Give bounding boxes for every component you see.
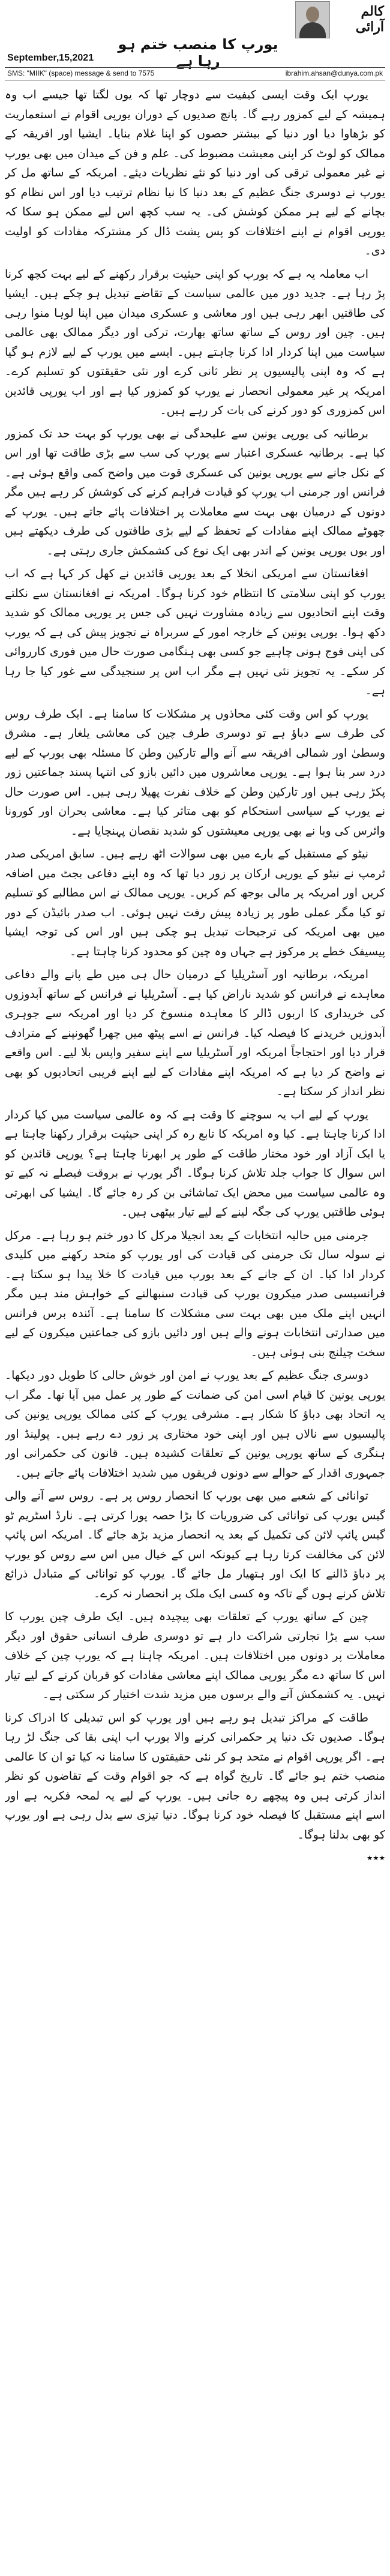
publish-date: September,15,2021 bbox=[7, 53, 94, 63]
sms-instructions: SMS: "MIIK" (space) message & send to 7575 bbox=[7, 69, 155, 77]
paragraph: اب معاملہ یہ ہے کہ یورپ کو اپنی حیثیت برقرار رکھنے کے لیے بہت کچھ کرنا پڑ رہا ہے۔ جدید دور میں عالمی سیاست کے تقاضے تبدیل ہو چکے ہیں۔ ایشیا کی طاقتیں ابھر رہی ہیں اور معاشی و عسکری میدان میں اپنا لوہا منوا رہی ہیں۔ چین اور روس کے ساتھ ساتھ بھارت، ترکی اور دیگر ممالک بھی عالمی سیاست میں اپنا کردار ادا کرنا چاہتے ہیں۔ ایسے میں یورپ کے لیے لازم ہو گیا ہے کہ وہ اپنی پالیسیوں پر نظر ثانی کرے اور نئی حقیقتوں کو تسلیم کرے۔ امریکہ پر غیر معمولی انحصار نے یورپ کو کمزور کیا ہے اور اب یورپی قائدین اس کمزوری کو دور کرنے کی بات کر رہے ہیں۔ bbox=[5, 267, 385, 417]
author-photo bbox=[295, 1, 330, 38]
author-face-shape bbox=[306, 7, 319, 22]
paragraph: چین کے ساتھ یورپ کے تعلقات بھی پیچیدہ ہیں۔ ایک طرف چین یورپ کا سب سے بڑا تجارتی شراکت دار ہے تو دوسری طرف انسانی حقوق اور دیگر معاملات پر دونوں میں اختلافات ہیں۔ امریکہ چاہتا ہے کہ یورپ چین کے خلاف اس کا ساتھ دے مگر یورپی ممالک اپنے معاشی مفادات کو قربان کرنے کے لیے تیار نہیں۔ یہ کشمکش آنے والے برسوں میں مزید شدت اختیار کر سکتی ہے۔ bbox=[5, 1610, 385, 1701]
paragraph: امریکہ، برطانیہ اور آسٹریلیا کے درمیان حال ہی میں طے پانے والے دفاعی معاہدے نے فرانس کو شدید ناراض کیا ہے۔ آسٹریلیا نے فرانس کے ساتھ آبدوزوں کی خریداری کا اربوں ڈالر کا معاہدہ منسوخ کر دیا اور امریکہ سے جوہری آبدوزیں خریدنے کا فیصلہ کیا۔ فرانس نے اسے پیٹھ میں چھرا گھونپنے کے مترادف قرار دیا اور احتجاجاً امریکہ اور آسٹریلیا سے اپنے سفیر واپس بلا لیے۔ اس واقعے نے واضح کر دیا ہے کہ امریکہ اپنے مفادات کے لیے اپنے قریبی اتحادیوں کو بھی نظر انداز کر سکتا ہے۔ bbox=[5, 968, 385, 1098]
paragraph: طاقت کے مراکز تبدیل ہو رہے ہیں اور یورپ کو اس تبدیلی کا ادراک کرنا ہوگا۔ صدیوں تک دنیا پر حکمرانی کرنے والا یورپ اب اپنی بقا کی جنگ لڑ رہا ہے۔ اگر یورپی اقوام نے متحد ہو کر نئی حقیقتوں کا سامنا نہ کیا تو ان کا عالمی منصب ختم ہو جائے گا۔ تاریخ گواہ ہے کہ جو اقوام وقت کے تقاضوں کو نظر انداز کرتی ہیں وہ پیچھے رہ جاتی ہیں۔ یورپ کے لیے یہ لمحہ فکریہ ہے اور اسے اپنے مستقبل کا فیصلہ خود کرنا ہوگا۔ دنیا تیزی سے بدل رہی ہے اور یورپ کو بھی بدلنا ہوگا۔ bbox=[5, 1711, 385, 1842]
paragraph: دوسری جنگ عظیم کے بعد یورپ نے امن اور خوش حالی کا طویل دور دیکھا۔ یورپی یونین کا قیام اسی امن کی ضمانت کے طور پر عمل میں آیا تھا۔ مگر اب یہ اتحاد بھی دباؤ کا شکار ہے۔ مشرقی یورپ کے کئی ممالک یورپی یونین کی پالیسیوں سے نالاں ہیں اور اپنی خود مختاری پر زور دے رہے ہیں۔ پولینڈ اور ہنگری کے ساتھ یورپی یونین کے تعلقات کشیدہ ہیں۔ قانون کی حکمرانی اور جمہوری اقدار کے حوالے سے دونوں فریقوں میں شدید اختلافات پائے جاتے ہیں۔ bbox=[5, 1369, 385, 1480]
paragraph: نیٹو کے مستقبل کے بارے میں بھی سوالات اٹھ رہے ہیں۔ سابق امریکی صدر ٹرمپ نے نیٹو کے یورپی ارکان پر زور دیا تھا کہ وہ اپنے دفاعی بجٹ میں اضافہ کریں اور امریکہ پر مالی بوجھ کم کریں۔ یورپی ممالک نے اس مطالبے کو تسلیم تو کیا مگر عملی طور پر زیادہ پیش رفت نہیں ہوئی۔ اب صدر بائیڈن کے دور میں بھی امریکہ کی ترجیحات تبدیل ہو چکی ہیں اور اس کی توجہ ایشیا پیسیفک خطے پر مرکوز ہے جہاں وہ چین کو محدود کرنا چاہتا ہے۔ bbox=[5, 847, 385, 958]
author-name: کالم آرائی bbox=[355, 4, 384, 35]
paragraph: برطانیہ کی یورپی یونین سے علیحدگی نے بھی یورپ کو بہت حد تک کمزور کیا ہے۔ برطانیہ عسکری اعتبار سے یورپ کی سب سے بڑی طاقت تھا اور اس کے نکل جانے سے یورپی یونین کی عسکری قوت میں واضح کمی واقع ہوئی ہے۔ فرانس اور جرمنی اب یورپ کو قیادت فراہم کرنے کی کوشش کر رہے ہیں مگر دونوں کے درمیان بھی بہت سے معاملات پر اختلافات پائے جاتے ہیں۔ یورپ کے چھوٹے ممالک اپنے مفادات کے تحفظ کے لیے بڑی طاقتوں کی طرف دیکھتے ہیں اور یوں یورپی یونین کے اندر بھی ایک نوع کی کشمکش جاری رہتی ہے۔ bbox=[5, 427, 385, 557]
contact-bar bbox=[5, 67, 385, 80]
column-title: یورپ کا منصب ختم ہو رہا ہے bbox=[118, 36, 278, 70]
paragraph: یورپ کے لیے اب یہ سوچنے کا وقت ہے کہ وہ عالمی سیاست میں کیا کردار ادا کرنا چاہتا ہے۔ کیا وہ امریکہ کا تابع رہ کر اپنی حیثیت برقرار رکھنا چاہتا ہے یا ایک آزاد اور خود مختار طاقت کے طور پر ابھرنا چاہتا ہے؟ یورپی قائدین کو اس سوال کا جواب جلد تلاش کرنا ہوگا۔ اگر یورپ نے بروقت فیصلے نہ کیے تو وہ عالمی سیاست میں محض ایک تماشائی بن کر رہ جائے گا۔ ایشیا کی ابھرتی ہوئی طاقتیں یورپ کی جگہ لینے کے لیے تیار بیٹھی ہیں۔ bbox=[5, 1108, 385, 1219]
article-end-mark: ٭٭٭ bbox=[366, 1851, 385, 1864]
paragraph: جرمنی میں حالیہ انتخابات کے بعد انجیلا مرکل کا دور ختم ہو رہا ہے۔ مرکل نے سولہ سال تک جرمنی کی قیادت کی اور یورپ کو متحد رکھنے میں کلیدی کردار ادا کیا۔ ان کے جانے کے بعد یورپ میں قیادت کا خلا پیدا ہو سکتا ہے۔ فرانسیسی صدر میکرون یورپ کی قیادت سنبھالنے کے خواہش مند ہیں مگر انہیں اپنے ملک میں بھی بہت سی مشکلات کا سامنا ہے۔ آئندہ برس فرانس میں صدارتی انتخابات ہونے والے ہیں اور دائیں بازو کی جماعتیں میکرون کے لیے سخت چیلنج بنی ہوئی ہیں۔ bbox=[5, 1228, 385, 1359]
paragraph: یورپ کو اس وقت کئی محاذوں پر مشکلات کا سامنا ہے۔ ایک طرف روس کی طرف سے دباؤ ہے تو دوسری طرف چین کی معاشی یلغار ہے۔ مشرق وسطیٰ اور شمالی افریقہ سے آنے والے تارکین وطن کا مسئلہ بھی یورپ کے لیے درد سر بنا ہوا ہے۔ یورپی معاشروں میں دائیں بازو کی انتہا پسند جماعتیں زور پکڑ رہی ہیں اور تارکین وطن کے خلاف نفرت پھیلا رہی ہیں۔ اس صورت حال نے یورپ کے سیاسی استحکام کو بھی متاثر کیا ہے۔ معاشی بحران اور کورونا وائرس کی وبا نے بھی یورپی معیشتوں کو شدید نقصان پہنچایا ہے۔ bbox=[5, 707, 385, 838]
paragraph: یورپ ایک وقت ایسی کیفیت سے دوچار تھا کہ یوں لگتا تھا جیسے اب وہ ہمیشہ کے لیے کمزور رہے گا۔ پانچ صدیوں کے دوران یورپی اقوام نے استعماریت کو بڑھاوا دیا اور دنیا کے بیشتر حصوں کو اپنا غلام بنایا۔ ایشیا اور افریقہ کے ممالک کو لوٹ کر اپنی معیشت مضبوط کی۔ علم و فن کے میدان میں بھی یورپ نے غیر معمولی ترقی کی اور دنیا کو نئے نظریات دیئے۔ امریکہ کے ساتھ مل کر یورپ نے دوسری جنگ عظیم کے بعد دنیا کا نیا نظام ترتیب دیا اور اس نظام کو بچانے کے لیے ہر ممکن کوشش کی۔ یہ سب کچھ اس لیے ممکن ہو سکا کہ یورپی اقوام نے اپنے اختلافات کو پس پشت ڈال کر مشترکہ مفادات کو اولیت دی۔ bbox=[5, 88, 385, 257]
author-email[interactable]: ibrahim.ahsan@dunya.com.pk bbox=[285, 69, 383, 77]
paragraph: توانائی کے شعبے میں بھی یورپ کا انحصار روس پر ہے۔ روس سے آنے والی گیس یورپ کی توانائی کی ضروریات کا بڑا حصہ پورا کرتی ہے۔ نارڈ اسٹریم ٹو گیس پائپ لائن کی تکمیل کے بعد یہ انحصار مزید بڑھ جائے گا۔ امریکہ اس پائپ لائن کی مخالفت کرتا رہا ہے کیونکہ اس کے خیال میں اس سے روس کو یورپ پر دباؤ ڈالنے کا ایک اور ہتھیار مل جائے گا۔ یورپ کو توانائی کے متبادل ذرائع تلاش کرنے ہوں گے تاکہ وہ کسی ایک ملک پر انحصار نہ کرے۔ bbox=[5, 1489, 385, 1600]
article-body bbox=[5, 85, 385, 2569]
paragraph: افغانستان سے امریکی انخلا کے بعد یورپی قائدین نے کھل کر کہا ہے کہ اب یورپ کو اپنی سلامتی کا انتظام خود کرنا ہوگا۔ امریکہ نے افغانستان سے نکلتے وقت اپنے اتحادیوں سے زیادہ مشاورت نہیں کی جس پر یورپی ممالک کو شدید دکھ ہوا۔ یورپی یونین کے خارجہ امور کے سربراہ نے تجویز پیش کی ہے کہ یورپ کی اپنی فوج ہونی چاہیے جو کسی بھی ہنگامی صورت حال میں فوری کارروائی کر سکے۔ یہ تجویز نئی نہیں ہے مگر اب اس پر سنجیدگی سے غور کیا جا رہا ہے۔ bbox=[5, 567, 385, 697]
author-shoulders-shape bbox=[299, 22, 326, 38]
column-header bbox=[0, 0, 390, 77]
